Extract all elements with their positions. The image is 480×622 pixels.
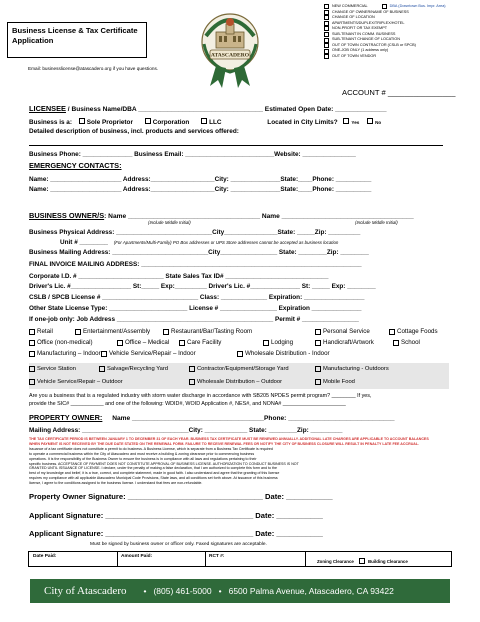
legal-fine-print: [29, 437, 449, 486]
category-option[interactable]: [99, 366, 168, 372]
city-limits-no-checkbox[interactable]: [367, 118, 373, 124]
corporate-id-field[interactable]: Corporate I.D. # ________________________ State Sales Tax ID# _____________________________: [29, 273, 329, 280]
city-seal-logo: [196, 6, 264, 90]
category-label: Mobile Food: [323, 379, 355, 385]
property-owner-signature[interactable]: Property Owner Signature: ________________________________ Date: ___________: [29, 492, 333, 501]
business-name-field[interactable]: / Business Name/DBA __________________________________ Estimated Open Date: ______________: [65, 106, 387, 113]
zoning-clearance-checkbox[interactable]: [359, 558, 365, 564]
checkbox[interactable]: [324, 43, 329, 48]
owner-name-fields[interactable]: : Name ____________________________________ Name ____________________________________: [104, 213, 414, 220]
category-label: Vehicle Service/Repair – Indoor: [109, 350, 196, 357]
mailing-address-field[interactable]: Business Mailing Address: ___________________________City________________ State: ________Zip: ________: [29, 249, 369, 256]
one-job-field[interactable]: If one-job only: Job Address ____________________________________________ Permit # ________________: [29, 316, 359, 323]
cslb-license-field[interactable]: CSLB / SPCB License # ___________________________ Class: _____________ Expiration: _________________: [29, 294, 365, 301]
emergency-contacts-title: EMERGENCY CONTACTS: [29, 161, 120, 170]
city-limits-label: Located in City Limits?: [267, 119, 338, 126]
application-type-label: CHANGE OF LOCATION: [332, 15, 375, 20]
renewal-warning: WHEN PAYMENT IS NOT RECEIVED BY THE DUE DATE STATED ON THE RENEWAL FORM. FAILURE TO RECEIVE RENEWAL FEES OR NOTIFY THE CITY OF BUSINESS CLOSURE WILL RESULT IN PENALTY LATE FEE ACCRUAL.: [29, 441, 420, 446]
property-owner-fields[interactable]: Name ____________________________________Phone: _____________________________: [112, 415, 395, 422]
category-label: Salvage/Recycling Yard: [107, 366, 169, 372]
category-label: Handicraft/Artwork: [323, 339, 374, 346]
date-paid-label: Date Paid:: [33, 554, 57, 559]
unit-line: [60, 239, 338, 246]
form-title: [7, 22, 147, 58]
sole-proprietor-checkbox[interactable]: [79, 118, 85, 124]
category-label: Manufacturing – Indoor: [37, 350, 101, 357]
category-label: Office – Medical: [125, 339, 170, 346]
business-contact-fields[interactable]: Business Phone: ______________ Business Email: _________________________Website: _______________: [29, 151, 356, 158]
renewal-warning: THE TAX CERTIFICATE PERIOD IS BETWEEN JANUARY 1 TO DECEMBER 31 OF EACH YEAR. BUSINESS TAX CERTIFICATE MUST BE RENEWED ANNUALLY. ADDITIONAL LATE CHARGES ARE APPLICABLE TO ACCOUNT BALANCES: [29, 437, 429, 441]
checkbox[interactable]: [382, 4, 387, 9]
category-option[interactable]: [393, 339, 420, 346]
category-label: Entertainment/Assembly: [83, 328, 151, 335]
category-label: Service Station: [37, 366, 76, 372]
footer-city-name: City of Atascadero: [44, 585, 127, 597]
application-type-label: OUT OF TOWN CONTRACTOR (CSLB or SPCB): [332, 42, 416, 47]
legal-text: license, I agree to the conditions assigned to the business license. I understand that fees are non-refundable.: [29, 481, 203, 486]
category-label: Vehicle Service/Repair – Outdoor: [37, 379, 123, 385]
unit-note: (For Apartments/Multi-Family) PO Box addresses or UPS Store addresses cannot be accepted as business location: [113, 240, 339, 245]
title-line-1: Business License & Tax Certificate: [12, 26, 138, 35]
category-label: Cottage Foods: [397, 328, 438, 335]
application-type-label: NON-PROFIT OR TAX EXEMPT: [332, 26, 388, 31]
business-type-prefix: Business is a:: [29, 119, 72, 126]
checkbox[interactable]: [324, 4, 329, 9]
legal-text: requires my compliance with all applicable Atascadero Municipal Code Provisions, State laws, and all conditions set forth above. At issuance of this business: [29, 476, 278, 481]
licensee-line: [29, 104, 386, 113]
amount-paid-label: Amount Paid:: [121, 554, 153, 559]
building-clearance-label: Building Clearance: [368, 559, 408, 564]
property-owner-line: [29, 413, 395, 422]
owner-heading: BUSINESS OWNER/S: [29, 211, 105, 220]
physical-address-field[interactable]: Business Physical Address: ___________________________City_______________State: _____Zip: _________: [29, 229, 361, 236]
separator-dot: •: [218, 586, 222, 596]
category-label: Retail: [37, 328, 53, 335]
category-option[interactable]: [75, 328, 150, 335]
category-label: Lodging: [271, 339, 294, 346]
category-label: Wholesale Distribution – Outdoor: [197, 379, 283, 385]
category-label: Office (non-medical): [37, 339, 93, 346]
stormwater-sic[interactable]: provide the SIC# ___________ and one of the following: WDID#, WOID Application #, NES#, and NONA# _____________________: [29, 401, 346, 407]
category-option[interactable]: [117, 339, 169, 346]
application-type-list: [324, 4, 446, 59]
dba-option-label: DBA (Downtown Bus. Impr. Area): [389, 4, 446, 8]
category-option[interactable]: [29, 350, 101, 357]
category-label: Care Facility: [187, 339, 222, 346]
category-option[interactable]: [29, 328, 53, 335]
category-option[interactable]: [189, 379, 282, 385]
category-label: Restaurant/Bar/Tasting Room: [171, 328, 253, 335]
signature-note: Must be signed by business owner or officer only. Faxed signatures are acceptable.: [90, 542, 267, 547]
sole-proprietor-label: Sole Proprietor: [86, 119, 133, 126]
category-option[interactable]: [29, 339, 93, 346]
llc-label: LLC: [209, 119, 222, 126]
account-number[interactable]: ACCOUNT # ________________: [342, 88, 456, 97]
middle-initial-note: (Include Middle Initial): [355, 220, 398, 225]
stormwater-question[interactable]: Are you a business that is a regulated industry with storm water discharge in accordance with SB205 NPDES permit program? ________ If yes,: [29, 393, 372, 399]
checkbox[interactable]: [324, 54, 329, 59]
category-option[interactable]: [29, 379, 123, 385]
category-option[interactable]: [315, 379, 355, 385]
category-option[interactable]: [315, 366, 389, 372]
unit-field[interactable]: Unit # ________: [60, 239, 108, 246]
description-line[interactable]: [29, 145, 443, 146]
category-label: Wholesale Distribution - Indoor: [245, 350, 330, 357]
yes-label: Yes: [351, 120, 360, 125]
property-owner-heading: PROPERTY OWNER:: [29, 413, 103, 422]
legal-text: Issuance of a tax certificate does not constitute a permit to do business. A Business License, which is separate from a Business Tax Certificate is required: [29, 446, 273, 451]
rct-label: RCT #:: [209, 554, 225, 559]
category-option[interactable]: [189, 366, 289, 372]
checkbox[interactable]: [324, 21, 329, 26]
checkbox[interactable]: [324, 32, 329, 37]
title-line-2: Application: [12, 36, 54, 45]
application-type-label: OUT OF TOWN VENDOR: [332, 53, 377, 58]
application-type-label: SUB-TENANT CHANGE OF LOCATION: [332, 37, 400, 42]
checkbox[interactable]: [324, 10, 329, 15]
category-option[interactable]: [315, 339, 374, 346]
category-option[interactable]: [389, 328, 438, 335]
category-option[interactable]: [29, 366, 76, 372]
checkbox[interactable]: [324, 26, 329, 31]
emergency-contact-row[interactable]: Name: ____________________ Address:__________________City: ______________State:____Phone: __________: [29, 176, 372, 183]
business-description-label: Detailed description of business, incl. products and services offered:: [29, 128, 239, 135]
category-label: Personal Service: [323, 328, 370, 335]
legal-text: to operate a commercial business within the City of Atascadero and must receive a building & zoning clearance prior to commencing business: [29, 451, 255, 456]
drivers-license-field[interactable]: Driver's Lic. #_________________ St:_____ Exp:_________ Driver's Lic. #______________ St: _____ Exp: ________: [29, 283, 376, 290]
office-use-table: [28, 551, 452, 567]
footer-phone: (805) 461-5000: [153, 586, 212, 596]
legal-text: GRANTED UNTIL ISSUANCE OF LICENSE. I declare, under the penalty of making a false declaration, that I am authorized to complete this form and to the: [29, 466, 277, 471]
applicant-signature[interactable]: Applicant Signature: ___________________________________ Date: ___________: [29, 529, 323, 538]
application-type-label: SUB-TENANT IN COMM. BUSINESS: [332, 31, 396, 36]
application-type-label: APARTMENTS/DUPLEX/TRIPLEX/HOTEL: [332, 20, 405, 25]
owner-name-line: [29, 211, 414, 220]
zoning-clearance-label: Zoning Clearance: [317, 559, 354, 564]
no-label: No: [375, 120, 382, 125]
category-label: Contractor/Equipment/Storage Yard: [197, 366, 289, 372]
final-invoice-field[interactable]: FINAL INVOICE MAILING ADDRESS: ______________________________________________________________: [29, 261, 362, 268]
footer-address: 6500 Palma Avenue, Atascadero, CA 93422: [228, 586, 394, 596]
email-note: Email: businesslicense@atascadero.org if you have questions.: [28, 66, 159, 71]
other-license-field[interactable]: Other State License Type: ______________________ License # ________________ Expiration ______________: [29, 305, 362, 312]
legal-text: specific business. ACCEPTANCE OF PAYMENT DOES NOT CONSTITUTE APPROVAL OF BUSINESS LICENSE. AUTHORIZATION TO CONDUCT BUSINESS IS NOT: [29, 461, 299, 466]
checkbox[interactable]: [324, 49, 329, 54]
legal-text: operations. It is the responsibility of the Business Owner to ensure the business is in compliance with all laws and regulations pertaining to their: [29, 456, 257, 461]
seal-text: ATASCADERO: [210, 52, 250, 59]
middle-initial-note: (Include Middle Initial): [148, 220, 191, 225]
licensee-heading: LICENSEE: [29, 104, 66, 113]
checkbox[interactable]: [324, 15, 329, 20]
business-category-grid: [29, 328, 449, 364]
corporation-checkbox[interactable]: [145, 118, 151, 124]
emergency-contacts-heading: EMERGENCY CONTACTS:: [29, 161, 122, 170]
category-option[interactable]: [263, 339, 293, 346]
application-type-label: ONE-JOB ONLY (1 address only): [332, 48, 389, 53]
category-option[interactable]: [101, 350, 196, 357]
city-footer-banner: [30, 579, 450, 603]
separator-dot: •: [143, 586, 147, 596]
category-option[interactable]: [237, 350, 330, 357]
applicant-signature[interactable]: Applicant Signature: ___________________________________ Date: ___________: [29, 511, 323, 520]
business-type-line: [29, 118, 381, 126]
legal-text: best of my knowledge and belief, it is a true, correct, and complete statement, made in good faith. I also understand and agree that the granting of this license: [29, 471, 280, 476]
category-option[interactable]: [315, 328, 370, 335]
checkbox[interactable]: [324, 38, 329, 43]
outdoor-category-grid: [29, 366, 449, 390]
emergency-contact-row[interactable]: Name: ____________________ Address:__________________City: ______________State:____Phone: __________: [29, 186, 372, 193]
category-label: School: [401, 339, 420, 346]
llc-checkbox[interactable]: [201, 118, 207, 124]
category-option[interactable]: [163, 328, 252, 335]
corporation-label: Corporation: [152, 119, 190, 126]
application-type-label: NEW COMMERCIAL: [332, 4, 368, 8]
application-type-row: [324, 54, 446, 60]
category-option[interactable]: [179, 339, 221, 346]
application-type-label: CHANGE OF OWNER/NAME OF BUSINESS: [332, 9, 409, 14]
property-owner-mailing[interactable]: Mailing Address: ______________________________City: ____________ State: ________Zip: _________: [29, 427, 343, 434]
city-limits-yes-checkbox[interactable]: [343, 118, 349, 124]
category-label: Manufacturing - Outdoors: [323, 366, 389, 372]
